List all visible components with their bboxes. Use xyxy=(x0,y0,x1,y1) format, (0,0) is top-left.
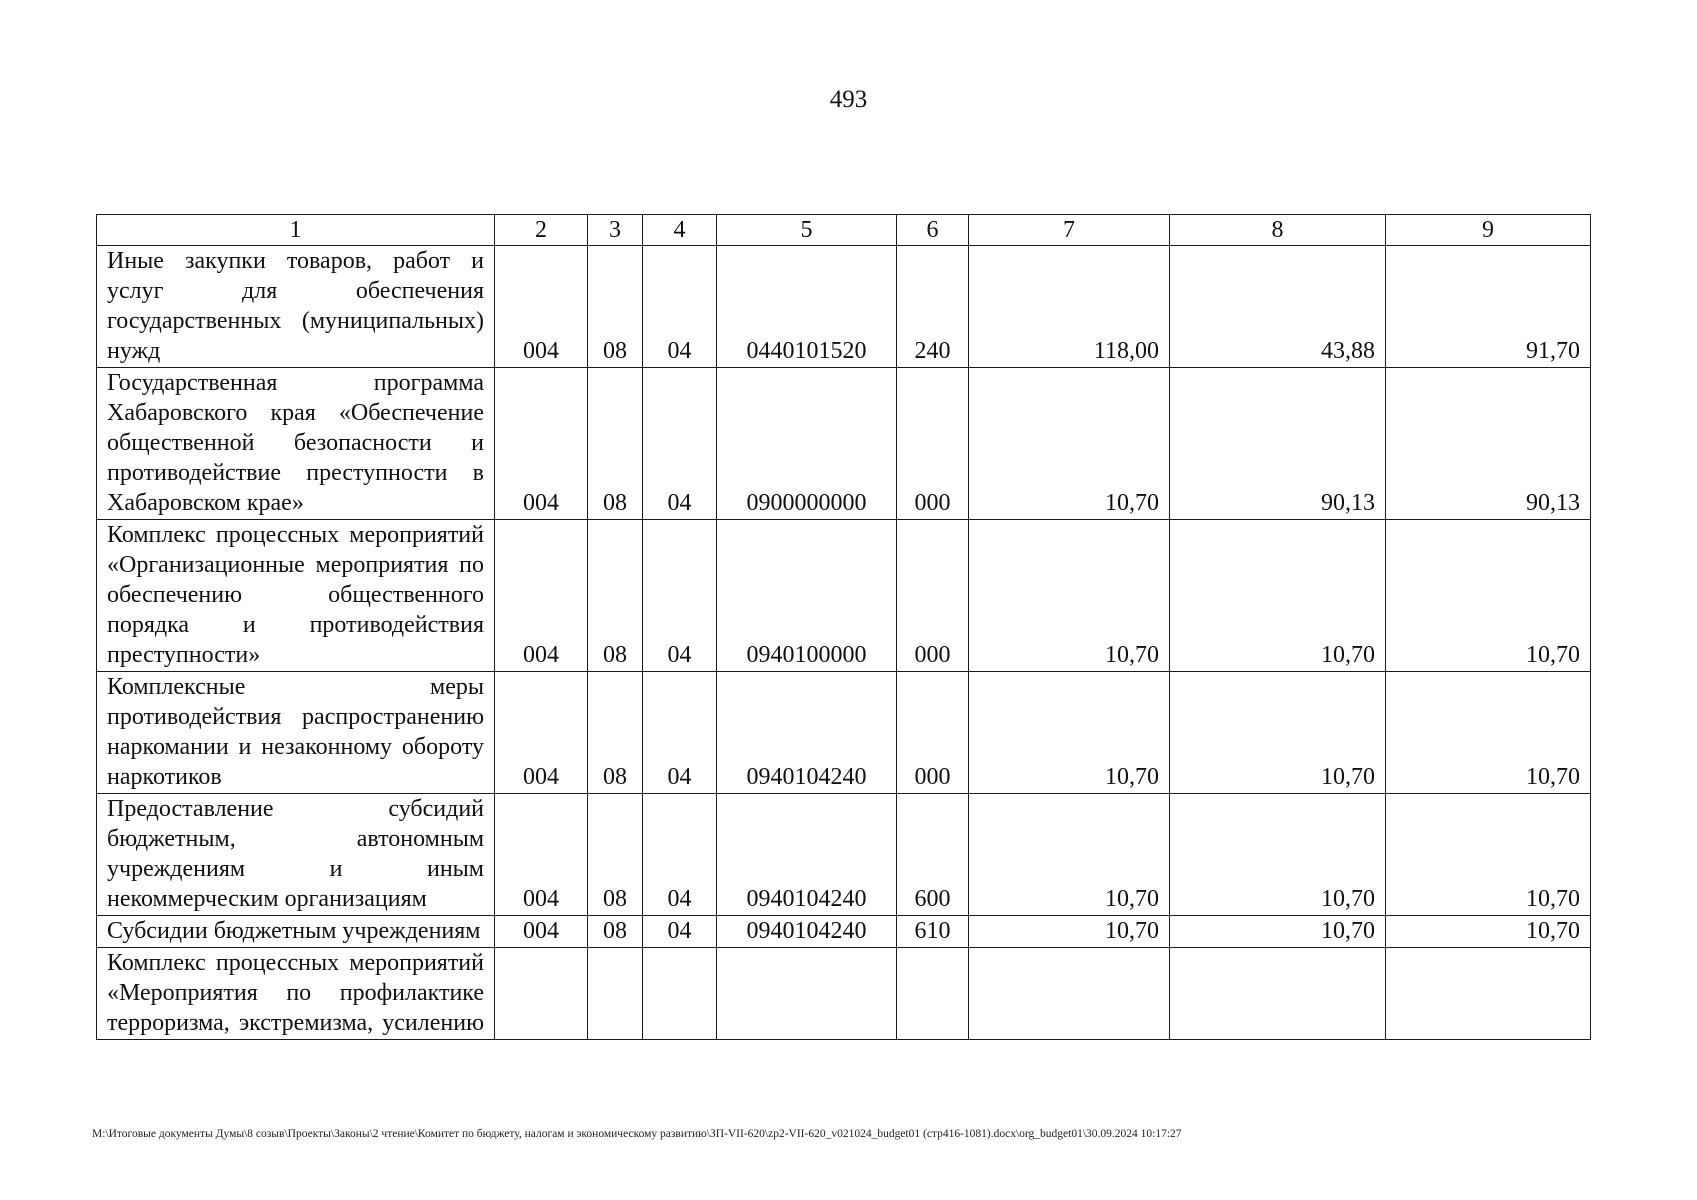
cell-expense-type: 000 xyxy=(897,520,969,672)
cell-section-code: 08 xyxy=(588,916,643,948)
cell-section-code xyxy=(588,948,643,1040)
cell-amount-9: 90,13 xyxy=(1386,368,1591,520)
cell-amount-7: 10,70 xyxy=(969,794,1170,916)
cell-amount-7: 10,70 xyxy=(969,520,1170,672)
row-name-cell: Предоставление субсидий бюджетным, автономным учреждениям и иным некоммерческим организациям xyxy=(97,794,495,916)
table-header-row xyxy=(97,215,1591,246)
cell-section-code: 08 xyxy=(588,368,643,520)
column-header: 2 xyxy=(495,215,588,246)
cell-subsection-code: 04 xyxy=(643,672,717,794)
cell-expense-type: 600 xyxy=(897,794,969,916)
cell-target-article xyxy=(717,948,897,1040)
cell-ministry-code: 004 xyxy=(495,672,588,794)
column-header: 5 xyxy=(717,215,897,246)
cell-subsection-code: 04 xyxy=(643,520,717,672)
cell-amount-9: 91,70 xyxy=(1386,246,1591,368)
cell-amount-8 xyxy=(1170,948,1386,1040)
column-header: 6 xyxy=(897,215,969,246)
cell-ministry-code xyxy=(495,948,588,1040)
table-row xyxy=(97,916,1591,948)
cell-amount-7 xyxy=(969,948,1170,1040)
row-name-cell: Иные закупки товаров, работ и услуг для обеспечения государственных (муниципальных) нужд xyxy=(97,246,495,368)
cell-target-article: 0940104240 xyxy=(717,794,897,916)
table-row xyxy=(97,672,1591,794)
cell-amount-8: 10,70 xyxy=(1170,794,1386,916)
cell-section-code: 08 xyxy=(588,672,643,794)
cell-subsection-code: 04 xyxy=(643,246,717,368)
column-header: 3 xyxy=(588,215,643,246)
cell-ministry-code: 004 xyxy=(495,520,588,672)
row-name-cell: Субсидии бюджетным учреждениям xyxy=(97,916,495,948)
cell-subsection-code: 04 xyxy=(643,368,717,520)
table-row xyxy=(97,520,1591,672)
table-row xyxy=(97,246,1591,368)
table-row xyxy=(97,368,1591,520)
cell-ministry-code: 004 xyxy=(495,246,588,368)
cell-section-code: 08 xyxy=(588,520,643,672)
cell-subsection-code: 04 xyxy=(643,794,717,916)
cell-expense-type: 240 xyxy=(897,246,969,368)
cell-expense-type: 000 xyxy=(897,672,969,794)
column-header: 9 xyxy=(1386,215,1591,246)
column-header: 4 xyxy=(643,215,717,246)
cell-amount-7: 10,70 xyxy=(969,672,1170,794)
cell-target-article: 0940104240 xyxy=(717,672,897,794)
cell-expense-type: 000 xyxy=(897,368,969,520)
table-row xyxy=(97,948,1591,1040)
cell-amount-9: 10,70 xyxy=(1386,672,1591,794)
cell-subsection-code xyxy=(643,948,717,1040)
cell-amount-7: 10,70 xyxy=(969,368,1170,520)
document-path-footer: М:\Итоговые документы Думы\8 созыв\Проекты\Законы\2 чтение\Комитет по бюджету, налогам и экономическому развитию\ЗП-VII-620\zp2-VII-620_v021024_budget01 (стр416-1081).docx\org_budget01\30.09.2024 10:17:27 xyxy=(92,1128,1182,1140)
budget-table xyxy=(96,214,1591,1040)
column-header: 8 xyxy=(1170,215,1386,246)
cell-amount-8: 90,13 xyxy=(1170,368,1386,520)
cell-target-article: 0900000000 xyxy=(717,368,897,520)
cell-amount-8: 10,70 xyxy=(1170,520,1386,672)
cell-target-article: 0440101520 xyxy=(717,246,897,368)
row-name-cell: Комплекс процессных мероприятий «Организационные мероприятия по обеспечению общественного порядка и противодействия преступности» xyxy=(97,520,495,672)
cell-subsection-code: 04 xyxy=(643,916,717,948)
cell-amount-8: 10,70 xyxy=(1170,916,1386,948)
row-name-cell: Государственная программа Хабаровского края «Обеспечение общественной безопасности и противодействие преступности в Хабаровском крае» xyxy=(97,368,495,520)
page-number: 493 xyxy=(829,86,868,113)
column-header: 1 xyxy=(97,215,495,246)
cell-expense-type xyxy=(897,948,969,1040)
cell-amount-7: 118,00 xyxy=(969,246,1170,368)
cell-amount-9: 10,70 xyxy=(1386,520,1591,672)
cell-amount-9: 10,70 xyxy=(1386,916,1591,948)
table-row xyxy=(97,794,1591,916)
cell-amount-8: 10,70 xyxy=(1170,672,1386,794)
row-name-cell: Комплексные меры противодействия распространению наркомании и незаконному обороту наркотиков xyxy=(97,672,495,794)
cell-target-article: 0940104240 xyxy=(717,916,897,948)
cell-ministry-code: 004 xyxy=(495,368,588,520)
cell-section-code: 08 xyxy=(588,246,643,368)
cell-amount-7: 10,70 xyxy=(969,916,1170,948)
cell-ministry-code: 004 xyxy=(495,794,588,916)
cell-section-code: 08 xyxy=(588,794,643,916)
cell-target-article: 0940100000 xyxy=(717,520,897,672)
cell-ministry-code: 004 xyxy=(495,916,588,948)
cell-amount-9: 10,70 xyxy=(1386,794,1591,916)
row-name-cell: Комплекс процессных мероприятий «Мероприятия по профилактике терроризма, экстремизма, усилению xyxy=(97,948,495,1040)
cell-expense-type: 610 xyxy=(897,916,969,948)
cell-amount-8: 43,88 xyxy=(1170,246,1386,368)
cell-amount-9 xyxy=(1386,948,1591,1040)
column-header: 7 xyxy=(969,215,1170,246)
